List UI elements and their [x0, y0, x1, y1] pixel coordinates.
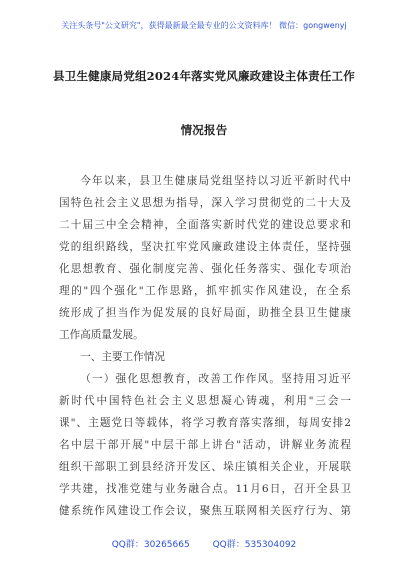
footer: [0, 537, 408, 550]
body-line: 名中层干部开展"中层干部上讲台"活动，讲解业务流程: [59, 439, 351, 451]
body-line: 工作高质量发展。: [59, 329, 144, 341]
header-notice: 关注头条号"公文研究"，获得最新最全最专业的公文资料库！ 微信：gongwenyj: [61, 21, 347, 30]
body-line: 今年以来，县卫生健康局党组坚持以习近平新时代中: [80, 175, 351, 187]
document-title-continued: 情况报告: [180, 123, 228, 137]
body-line: （一）强化思想教育，改善工作作风。坚持用习近平: [80, 373, 351, 385]
body-line: 统形成了担当作为促发展的良好局面，助推全县卫生健康: [59, 307, 351, 319]
document-title: 县卫生健康局党组2024年落实党风廉政建设主体责任工作: [53, 69, 355, 83]
document-body: [59, 170, 351, 522]
body-line: 国特色社会主义思想为指导，深入学习贯彻党的二十大及: [59, 197, 351, 209]
section-heading: 一、主要工作情况: [80, 351, 165, 363]
body-line: 课"、主题党日等载体，将学习教育落实落细，每周安排2: [59, 417, 351, 429]
body-line: 新时代中国特色社会主义思想凝心铸魂，利用"三会一: [59, 395, 351, 407]
body-line: 理的"四个强化"工作思路，抓牢抓实作风建设，在全系: [59, 285, 351, 297]
footer-qq-group-1: QQ群：30265665: [111, 540, 190, 550]
body-line: 党的组织路线，坚决扛牢党风廉政建设主体责任，坚持强: [59, 241, 351, 253]
body-line: 健系统作风建设工作会议，聚焦互联网相关医疗行为、第: [59, 505, 351, 517]
body-line: 组织干部职工到县经济开发区、垛庄镇相关企业，开展联: [59, 461, 351, 473]
body-line: 二十届三中全会精神，全面落实新时代党的建设总要求和: [59, 219, 351, 231]
body-line: 学共建，找准党建与业务融合点。11月6日，召开全县卫: [59, 483, 351, 495]
footer-qq-group-2: QQ群：535304092: [212, 540, 297, 550]
body-line: 化思想教育、强化制度完善、强化任务落实、强化专项治: [59, 263, 351, 275]
